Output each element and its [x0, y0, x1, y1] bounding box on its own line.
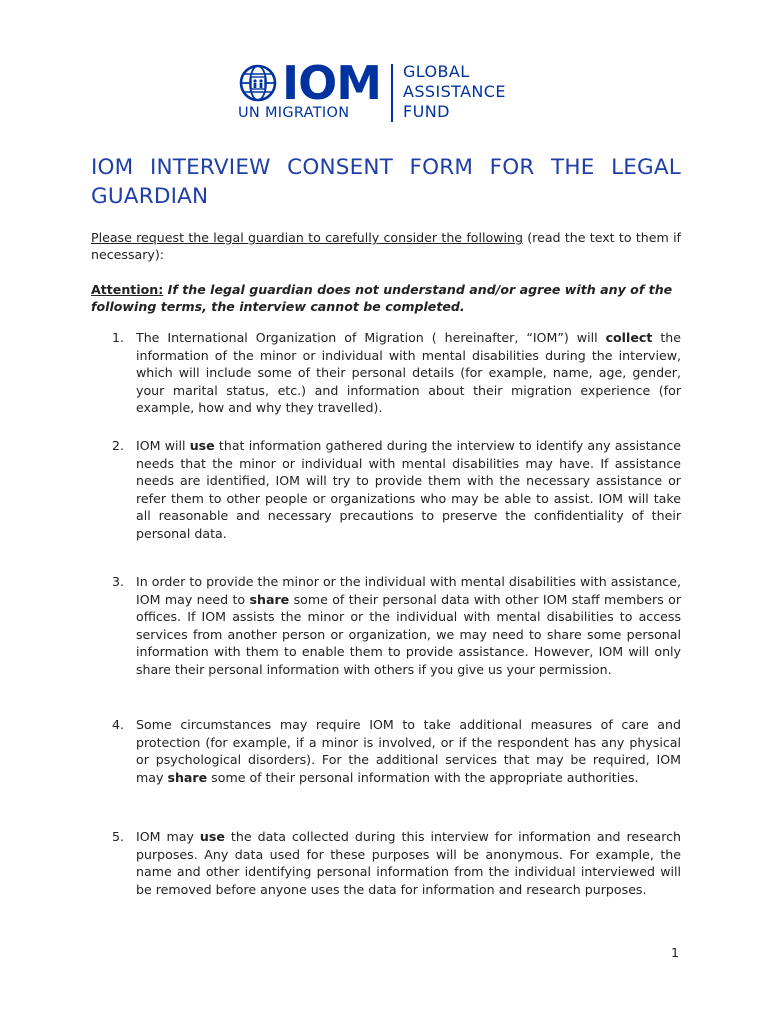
- list-item-text-before: The International Organization of Migration ( hereinafter, “IOM”) will: [136, 330, 606, 345]
- attention-text: If the legal guardian does not understand and/or agree with any of the following terms, the interview cannot be completed.: [91, 282, 673, 314]
- attention-label: Attention:: [91, 282, 164, 297]
- list-item: [112, 573, 681, 678]
- list-item-text-before: In order to provide the minor or the individual with mental disabilities with assistance, IOM may need to: [136, 574, 681, 607]
- intro-rest: (read the text to them if necessary):: [91, 230, 681, 262]
- list-item-text-after: some of their personal information with the appropriate authorities.: [207, 769, 639, 785]
- list-item: [112, 329, 681, 417]
- attention-paragraph: [91, 281, 681, 315]
- list-item-text-bold: share: [167, 769, 208, 785]
- list-item: [112, 716, 681, 786]
- list-item-text-after: that information gathered during the interview to identify any assistance needs that the minor or individual with mental disabilities may have. If assistance needs are identified, IOM will try to provide them with the necessary assistance or refer them to other people or organizations who may be able to assist. IOM will take all reasonable and necessary precautions to preserve the confidentiality of their personal data.: [136, 438, 681, 541]
- list-item-number: 2.: [112, 438, 125, 453]
- list-item-text-after: the information of the minor or individual with mental disabilities during the interview, which will include some of their personal details (for example, name, age, gender, your marital status, etc.) and information about their migration experience (for example, how and why they travelled).: [136, 330, 682, 415]
- list-item-text-before: IOM may: [136, 829, 200, 844]
- list-item-text: [136, 716, 681, 786]
- intro-underlined: Please request the legal guardian to carefully consider the following: [91, 230, 523, 245]
- logo-iom-text: IOM: [282, 56, 381, 110]
- list-item-text: [136, 329, 681, 417]
- list-item-number: 5.: [112, 829, 125, 844]
- logo-fund-line-1: GLOBAL: [403, 62, 470, 81]
- page-number: 1: [671, 945, 680, 960]
- logo-left: [238, 56, 381, 121]
- logo-fund-line-2: ASSISTANCE: [403, 82, 506, 101]
- list-item-number: 4.: [112, 717, 125, 732]
- list-item-text: [136, 573, 681, 678]
- list-item-text-after: the data collected during this interview for information and research purposes. Any data used for these purposes will be anonymous. For example, the name and other identifying personal information from the individual interviewed will be removed before anyone uses the data for information and research purposes.: [136, 829, 681, 897]
- logo-fund-line-3: FUND: [403, 102, 450, 121]
- iom-globe-icon: [238, 63, 278, 103]
- logo-top: [238, 56, 381, 110]
- document-title: IOM INTERVIEW CONSENT FORM FOR THE LEGAL GUARDIAN: [91, 155, 681, 209]
- list-item-text-bold: collect: [605, 330, 653, 345]
- list-item-text-bold: use: [199, 829, 225, 844]
- intro-paragraph: [91, 229, 681, 263]
- iom-logo: [238, 56, 506, 124]
- list-item: [112, 437, 681, 542]
- list-item-number: 3.: [112, 574, 125, 589]
- logo-tagline: UN MIGRATION: [238, 105, 350, 121]
- list-item-text-before: Some circumstances may require IOM to take additional measures of care and protection (for example, if a minor is involved, or if the respondent has any physical or psychological disorders). For the additional services that may be required, IOM may: [136, 717, 681, 785]
- list-item-text-bold: use: [189, 438, 215, 453]
- list-item-text: [136, 828, 681, 898]
- list-item: [112, 828, 681, 898]
- logo-fund-name: [403, 62, 506, 122]
- list-item-text-bold: share: [249, 591, 290, 607]
- list-item-number: 1.: [112, 330, 125, 345]
- logo-divider: [391, 64, 393, 122]
- list-item-text: [136, 437, 681, 542]
- list-item-text-before: IOM will: [136, 438, 190, 453]
- list-item-text-after: some of their personal data with other IOM staff members or offices. If IOM assists the minor or the individual with mental disabilities to access services from another person or organization, we may need to share some personal information with them to enable them to provide assistance. However, IOM will only share their personal information with others if you give us your permission.: [136, 591, 682, 677]
